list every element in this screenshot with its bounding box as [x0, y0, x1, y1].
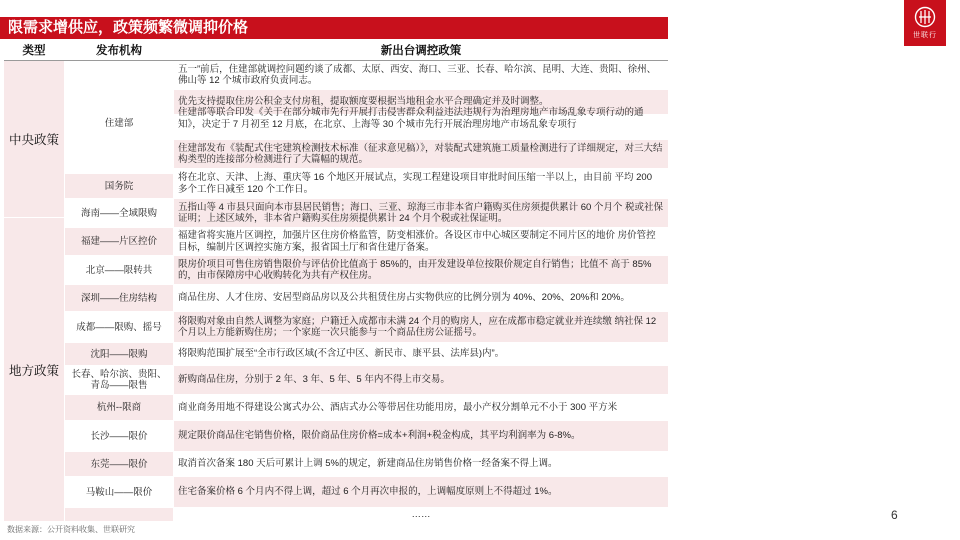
policy-text: 住建部等联合印发《关于在部分城市先行开展打击侵害群众利益违法违规行为治理房地产市场乱象专项行动的通知》，决定于 7 月初至 12 月底，在北京、上海等 30 个城市先行开展治理房地产市场乱象专项行 — [178, 107, 644, 130]
org-maanshan: 马鞍山——限价 — [85, 486, 153, 498]
page-title: 限需求增供应，政策频繁微调抑价格 — [0, 17, 668, 39]
policy-text: 住建部发布《装配式住宅建筑检测技术标准（征求意见稿）》，对装配式建筑施工质量检测进行了详细规定，对三大结构类型的连接部分检测进行了大篇幅的规范。 — [178, 142, 663, 165]
policy-text: 五一”前后，住建部就调控问题约谈了成都、太原、西安、海口、三亚、长春、哈尔滨、昆明、大连、贵阳、徐州、佛山等 12 个城市政府负责同志。 — [178, 63, 657, 86]
local-policy-row — [174, 343, 668, 365]
category-local: 地方政策 — [4, 218, 64, 521]
brand-logo — [904, 0, 946, 46]
header-org: 发布机构 — [96, 45, 142, 57]
org-hainan: 海南——全域限购 — [80, 207, 157, 219]
policy-text: 限房价项目可售住房销售限价与评估价比值高于 85%的，由开发建设单位按限价规定自行销售；比值不 高于 85%的，由市保障房中心收购转化为共有产权住房。 — [178, 258, 652, 281]
policy-text: 将在北京、天津、上海、重庆等 16 个地区开展试点，实现工程建设项目审批时间压缩一半以上，由目前 平均 200 多个工作日减至 120 个工作日。 — [178, 172, 652, 195]
org-hangzhou: 杭州--限商 — [65, 395, 173, 420]
org-state-council: 国务院 — [65, 174, 173, 198]
central-policy-row — [174, 140, 668, 168]
header-policy: 新出台调控政策 — [380, 45, 462, 57]
local-policy-row — [174, 285, 668, 311]
policy-text: 将限购范围扩展至“全市行政区域(不含辽中区、新民市、康平县、法库县)内”。 — [178, 348, 505, 360]
policy-text: 商业商务用地不得建设公寓式办公、酒店式办公等带居住功能用房，最小产权分割单元不小于 300 平方米 — [178, 401, 618, 413]
local-policy-row — [174, 452, 668, 476]
local-policy-row — [174, 508, 668, 521]
policy-text: 五指山等 4 市县只面向本市县居民销售；海口、三亚、琼海三市非本省户籍购买住房须提供累计 60 个月个 税或社保证明；上述区域外，非本省户籍购买住房须提供累计 24 个月个税或社保证明。 — [178, 201, 664, 224]
org-dongguan: 东莞——限价 — [65, 452, 173, 476]
policy-text: 新购商品住房，分别于 2 年、3 年、5 年、5 年内不得上市交易。 — [178, 374, 450, 386]
policy-text: 取消首次备案 180 天后可累计上调 5%的规定，新建商品住房销售价格一经备案不得上调。 — [178, 458, 558, 470]
header-type: 类型 — [22, 45, 46, 57]
org-shenzhen: 深圳——住房结构 — [65, 285, 173, 311]
org-fujian: 福建——片区控价 — [65, 228, 173, 255]
org-changsha: 长沙——限价 — [90, 430, 148, 442]
local-policy-row — [174, 228, 668, 255]
central-policy-row — [174, 169, 668, 198]
page-number: 6 — [891, 508, 898, 522]
org-more — [65, 508, 173, 521]
policy-text: 商品住房、人才住房、安居型商品房以及公共租赁住房占实物供应的比例分别为 40%、20%、20%和 20%。 — [178, 292, 630, 304]
policy-text: 将限购对象由自然人调整为家庭；户籍迁入成都市未满 24 个月的购房人，应在成都市稳定就业并连续缴 纳社保 12 个月以上方能新购住房；一个家庭一次只能参与一个商品住房公证摇号。 — [178, 315, 657, 338]
local-policy-row — [174, 256, 668, 284]
org-changchun-group: 长春、哈尔滨、贵阳、青岛——限售 — [71, 369, 167, 391]
org-shenyang: 沈阳——限购 — [65, 343, 173, 365]
data-source-note: 数据来源：公开资料收集、世联研究 — [7, 525, 135, 534]
policy-table — [4, 43, 668, 521]
org-housing-ministry: 住建部 — [104, 118, 134, 129]
central-policy-row — [174, 61, 668, 89]
logo-emblem-icon — [914, 6, 936, 28]
central-policy-row — [174, 107, 668, 139]
local-policy-row — [174, 421, 668, 451]
logo-text: 世联行 — [913, 32, 937, 39]
local-policy-row — [174, 366, 668, 394]
policy-text: 住宅备案价格 6 个月内不得上调，超过 6 个月再次申报的，上调幅度原则上不得超过 1%。 — [178, 486, 558, 498]
org-beijing: 北京——限转共 — [85, 264, 153, 276]
policy-text: 规定限价商品住宅销售价格，限价商品住房价格=成本+利润+税金构成，其平均利润率为 6-8%。 — [178, 430, 581, 442]
policy-text: 优先支持提取住房公积金支付房租，提取额度要根据当地租金水平合理确定并及时调整。 — [178, 96, 549, 108]
policy-text: …… — [411, 508, 431, 520]
policy-text: 福建省将实施片区调控，加强片区住房价格监管，防变相涨价。各设区市中心城区要制定不同片区的地价 房价管控目标，编制片区调控实施方案，报省国土厅和省住建厅备案。 — [178, 230, 656, 253]
org-chengdu: 成都——限购、摇号 — [76, 321, 162, 333]
local-policy-row — [174, 477, 668, 507]
local-policy-row — [174, 395, 668, 420]
category-central: 中央政策 — [4, 61, 64, 217]
local-policy-row — [174, 199, 668, 227]
local-policy-row — [174, 312, 668, 342]
